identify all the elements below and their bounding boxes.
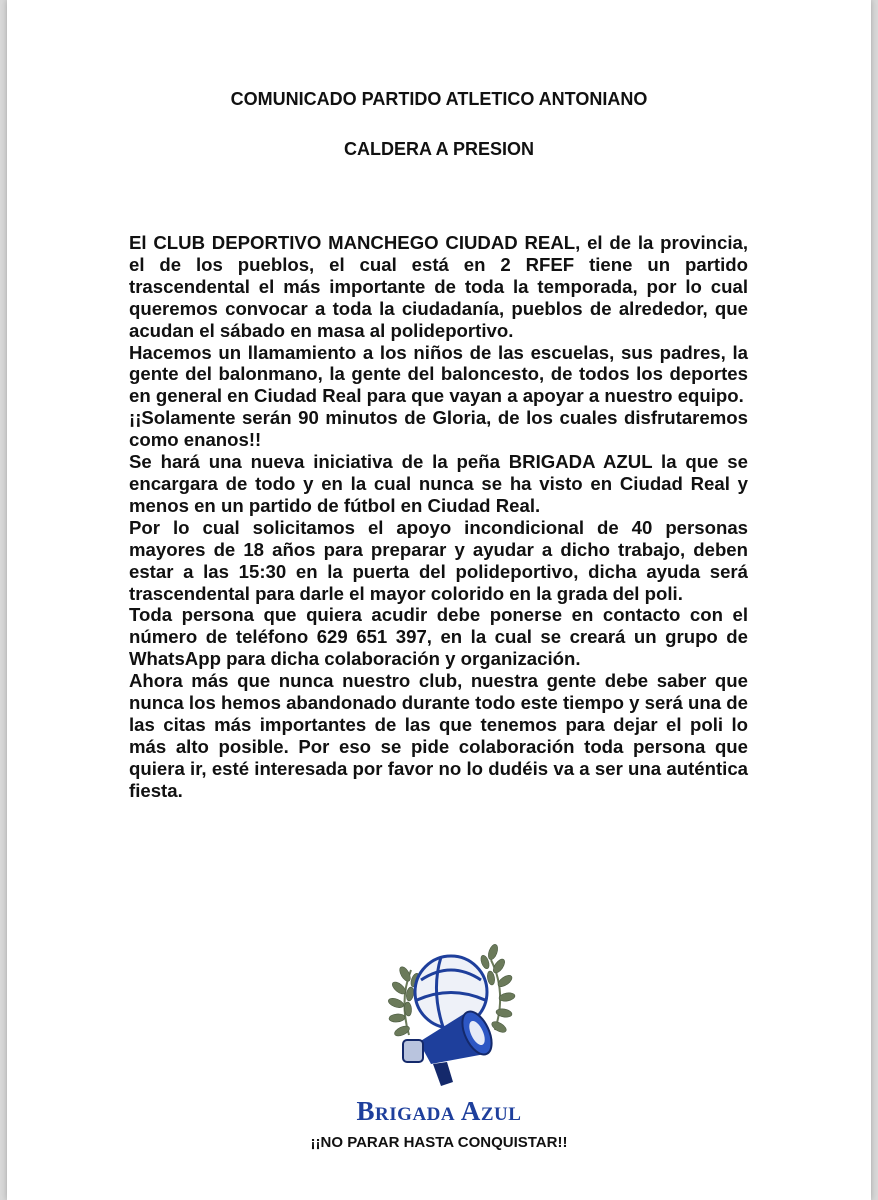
paragraph-1: El CLUB DEPORTIVO MANCHEGO CIUDAD REAL, el de la provincia, el de los pueblos, el cual está en 2 RFEF tiene un partido trascendental el más importante de toda la temporada, por lo cual queremos convocar a toda la ciudadanía, pueblos de alrededor, que acudan el sábado en masa al polideportivo.: [129, 232, 748, 341]
paragraph-4: Se hará una nueva iniciativa de la peña BRIGADA AZUL la que se encargara de todo y en la cual nunca se ha visto en Ciudad Real y menos en un partido de fútbol en Ciudad Real.: [129, 451, 748, 516]
paragraph-2: Hacemos un llamamiento a los niños de las escuelas, sus padres, la gente del balonmano, la gente del baloncesto, de todos los deportes en general en Ciudad Real para que vayan a apoyar a nuestro equipo.: [129, 341, 748, 407]
document-page: [7, 0, 871, 1200]
document-body: [129, 232, 748, 802]
megaphone-laurel-icon: [381, 930, 521, 1100]
brand-name: Brigada Azul: [356, 1096, 522, 1126]
paragraph-3: ¡¡Solamente serán 90 minutos de Gloria, de los cuales disfrutaremos como enanos!!: [129, 407, 748, 451]
paragraph-5: Por lo cual solicitamos el apoyo incondicional de 40 personas mayores de 18 años para preparar y ayudar a dicho trabajo, deben estar a las 15:30 en la puerta del polideportivo, dicha ayuda será trascendental para darle el mayor colorido en la grada del poli.: [129, 516, 748, 604]
document-title: COMUNICADO PARTIDO ATLETICO ANTONIANO: [230, 89, 648, 109]
paragraph-6: Toda persona que quiera acudir debe ponerse en contacto con el número de teléfono 629 651 397, en la cual se creará un grupo de WhatsApp para dicha colaboración y organización.: [129, 604, 748, 670]
document-subtitle: CALDERA A PRESION: [343, 139, 534, 159]
brand-slogan: ¡¡NO PARAR HASTA CONQUISTAR!!: [310, 1134, 568, 1151]
paragraph-7: Ahora más que nunca nuestro club, nuestra gente debe saber que nunca los hemos abandonado durante todo este tiempo y será una de las citas más importantes de las que tenemos para dejar el poli lo más alto posible. Por eso se pide colaboración toda persona que quiera ir, esté interesada por favor no lo dudéis va a ser una auténtica fiesta.: [129, 670, 748, 801]
